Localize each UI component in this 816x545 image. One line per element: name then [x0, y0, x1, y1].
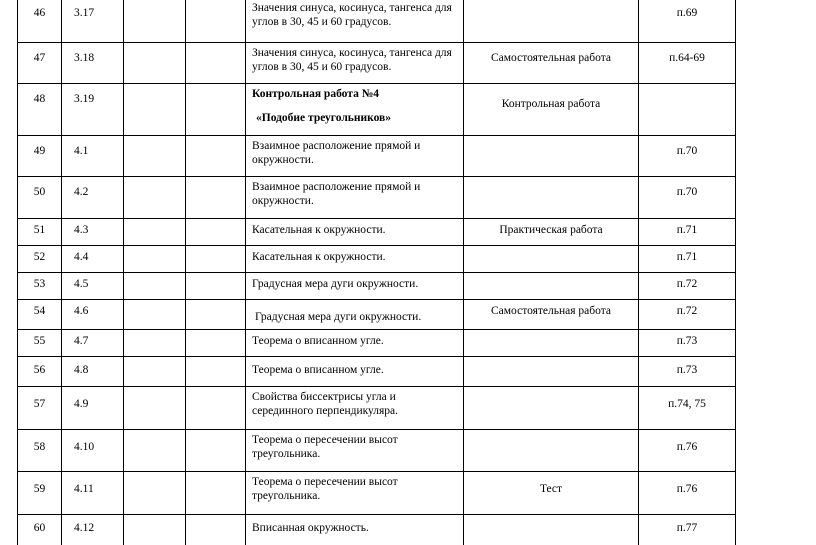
empty-cell — [124, 84, 186, 136]
empty-cell — [124, 330, 186, 357]
lesson-number-cell — [18, 0, 62, 43]
textbook-reference: п.70 — [676, 186, 698, 198]
lesson-number-cell — [18, 300, 62, 330]
textbook-reference-cell — [639, 430, 736, 472]
textbook-reference-cell — [639, 84, 736, 136]
lesson-topic: Градусная мера дуги окружности. — [252, 278, 419, 290]
work-type — [464, 0, 638, 6]
empty-cell — [186, 357, 246, 387]
section-code: 3.19 — [74, 93, 95, 105]
empty-cell — [186, 330, 246, 357]
lesson-number-cell — [18, 357, 62, 387]
textbook-reference: п.64-69 — [669, 52, 705, 64]
textbook-reference: п.73 — [676, 364, 698, 376]
textbook-reference: п.76 — [676, 483, 698, 495]
work-type — [464, 246, 638, 250]
table-row — [18, 273, 736, 300]
work-type-cell — [464, 177, 639, 219]
lesson-topic-cell — [246, 300, 464, 330]
empty-cell — [124, 0, 186, 43]
textbook-reference-cell — [639, 300, 736, 330]
lesson-number: 46 — [33, 7, 46, 19]
work-type-cell — [464, 515, 639, 545]
textbook-reference-cell — [639, 219, 736, 246]
lesson-topic: Касательная к окружности. — [252, 251, 386, 263]
lesson-number-cell — [18, 136, 62, 177]
section-code-cell — [62, 472, 124, 515]
section-code: 4.2 — [74, 186, 89, 198]
lesson-topic: Значения синуса, косинуса, тангенса для углов в 30, 45 и 60 градусов. — [252, 47, 452, 73]
textbook-reference: п.69 — [676, 7, 698, 19]
textbook-reference-cell — [639, 246, 736, 273]
section-code: 4.1 — [74, 145, 89, 157]
lesson-number-cell — [18, 273, 62, 300]
empty-cell — [186, 177, 246, 219]
table-row — [18, 472, 736, 515]
empty-cell — [186, 84, 246, 136]
section-code: 4.8 — [74, 364, 89, 376]
lesson-number: 50 — [33, 186, 46, 198]
empty-cell — [124, 246, 186, 273]
section-code: 4.7 — [74, 335, 89, 347]
section-code: 4.9 — [74, 398, 89, 410]
lesson-number: 55 — [33, 335, 46, 347]
empty-cell — [186, 430, 246, 472]
lesson-topic: Свойства биссектрисы угла и серединного перпендикуляра. — [252, 391, 399, 417]
lesson-topic: Вписанная окружность. — [252, 522, 369, 534]
textbook-reference: п.72 — [676, 278, 698, 290]
empty-cell — [186, 136, 246, 177]
empty-cell — [186, 219, 246, 246]
textbook-reference-cell — [639, 330, 736, 357]
section-code-cell — [62, 219, 124, 246]
lesson-topic-cell — [246, 43, 464, 84]
lesson-number: 48 — [33, 93, 46, 105]
lesson-topic-cell — [246, 0, 464, 43]
lesson-topic: Взаимное расположение прямой и окружности. — [252, 140, 421, 166]
lesson-topic-cell — [246, 430, 464, 472]
lesson-topic: Теорема о вписанном угле. — [252, 335, 384, 347]
empty-cell — [124, 177, 186, 219]
section-code-cell — [62, 330, 124, 357]
lesson-number: 47 — [33, 52, 46, 64]
work-type — [464, 515, 638, 521]
work-type — [464, 136, 638, 144]
textbook-reference: п.74, 75 — [668, 398, 706, 410]
lesson-number: 60 — [33, 522, 46, 534]
test-subtitle: «Подобие треугольников» — [256, 112, 392, 124]
empty-cell — [124, 357, 186, 387]
section-code: 4.10 — [74, 441, 95, 453]
textbook-reference-cell — [639, 515, 736, 545]
empty-cell — [186, 0, 246, 43]
section-code-cell — [62, 430, 124, 472]
textbook-reference: п.70 — [676, 145, 698, 157]
lesson-number-cell — [18, 330, 62, 357]
work-type-cell — [464, 84, 639, 136]
textbook-reference-cell — [639, 472, 736, 515]
work-type-cell — [464, 357, 639, 387]
lesson-topic-cell — [246, 515, 464, 545]
table-row — [18, 246, 736, 273]
work-type-cell — [464, 300, 639, 330]
lesson-number-cell — [18, 472, 62, 515]
work-type-cell — [464, 273, 639, 300]
lesson-number-cell — [18, 43, 62, 84]
lesson-topic: Теорема о вписанном угле. — [252, 364, 384, 376]
work-type-cell — [464, 0, 639, 43]
empty-cell — [186, 387, 246, 430]
section-code: 4.4 — [74, 251, 89, 263]
lesson-topic-cell — [246, 84, 464, 136]
lesson-topic: Касательная к окружности. — [252, 224, 386, 236]
table-row — [18, 43, 736, 84]
textbook-reference: п.76 — [676, 441, 698, 453]
lesson-number: 51 — [33, 224, 46, 236]
textbook-reference: п.77 — [676, 522, 698, 534]
textbook-reference-cell — [639, 43, 736, 84]
work-type-cell — [464, 387, 639, 430]
table-row — [18, 177, 736, 219]
empty-cell — [124, 273, 186, 300]
table-row — [18, 515, 736, 545]
table-row — [18, 357, 736, 387]
empty-cell — [186, 515, 246, 545]
lesson-topic-cell — [246, 219, 464, 246]
lesson-topic: Взаимное расположение прямой и окружности. — [252, 181, 421, 207]
work-type — [464, 387, 638, 397]
work-type — [464, 177, 638, 185]
table-row — [18, 387, 736, 430]
section-code: 4.6 — [74, 305, 89, 317]
section-code-cell — [62, 515, 124, 545]
work-type: Практическая работа — [499, 224, 603, 236]
section-code: 4.5 — [74, 278, 89, 290]
test-title: Контрольная работа №4 — [252, 88, 379, 100]
lesson-topic: Теорема о пересечении высот треугольника. — [252, 434, 398, 460]
work-type: Самостоятельная работа — [491, 305, 611, 317]
lesson-topic: Теорема о пересечении высот треугольника. — [252, 476, 398, 502]
lesson-topic-cell — [246, 136, 464, 177]
lesson-number-cell — [18, 219, 62, 246]
textbook-reference-cell — [639, 136, 736, 177]
lesson-number: 57 — [33, 398, 46, 410]
table-row — [18, 219, 736, 246]
work-type-cell — [464, 430, 639, 472]
section-code: 3.18 — [74, 52, 95, 64]
section-code-cell — [62, 136, 124, 177]
work-type-cell — [464, 219, 639, 246]
work-type — [464, 330, 638, 334]
empty-cell — [186, 273, 246, 300]
textbook-reference: п.71 — [676, 251, 698, 263]
lesson-number: 54 — [33, 305, 46, 317]
textbook-reference-cell — [639, 273, 736, 300]
textbook-reference-cell — [639, 177, 736, 219]
lesson-topic-cell — [246, 357, 464, 387]
section-code-cell — [62, 177, 124, 219]
empty-cell — [124, 136, 186, 177]
empty-cell — [124, 472, 186, 515]
work-type: Тест — [539, 483, 563, 495]
lesson-topic-cell — [246, 387, 464, 430]
empty-cell — [186, 300, 246, 330]
textbook-reference: п.71 — [676, 224, 698, 236]
textbook-reference-cell — [639, 0, 736, 43]
section-code-cell — [62, 84, 124, 136]
work-type-cell — [464, 43, 639, 84]
lesson-number: 49 — [33, 145, 46, 157]
lesson-topic-cell — [246, 472, 464, 515]
work-type-cell — [464, 472, 639, 515]
lesson-number-cell — [18, 246, 62, 273]
textbook-reference: п.73 — [676, 335, 698, 347]
work-type-cell — [464, 136, 639, 177]
lesson-number: 58 — [33, 441, 46, 453]
section-code-cell — [62, 300, 124, 330]
section-code: 4.11 — [74, 483, 94, 495]
lesson-topic-cell — [246, 246, 464, 273]
textbook-reference: п.72 — [676, 305, 698, 317]
work-type — [464, 273, 638, 277]
empty-cell — [186, 246, 246, 273]
textbook-reference — [639, 84, 735, 92]
table-row — [18, 430, 736, 472]
lesson-topic: Градусная мера дуги окружности. — [255, 311, 422, 323]
empty-cell — [124, 387, 186, 430]
lesson-number: 59 — [33, 483, 46, 495]
section-code: 4.12 — [74, 522, 95, 534]
section-code-cell — [62, 273, 124, 300]
work-type-cell — [464, 330, 639, 357]
work-type: Контрольная работа — [501, 98, 601, 110]
table-row — [18, 136, 736, 177]
section-code-cell — [62, 387, 124, 430]
empty-cell — [186, 43, 246, 84]
textbook-reference-cell — [639, 387, 736, 430]
lesson-number: 56 — [33, 364, 46, 376]
empty-cell — [124, 219, 186, 246]
lesson-number-cell — [18, 430, 62, 472]
table-row — [18, 330, 736, 357]
lesson-number: 52 — [33, 251, 46, 263]
section-code: 4.3 — [74, 224, 89, 236]
work-type — [464, 357, 638, 363]
lesson-number-cell — [18, 515, 62, 545]
section-code-cell — [62, 246, 124, 273]
empty-cell — [186, 472, 246, 515]
work-type: Самостоятельная работа — [491, 52, 611, 64]
lesson-topic: Значения синуса, косинуса, тангенса для углов в 30, 45 и 60 градусов. — [252, 2, 452, 28]
lesson-number-cell — [18, 177, 62, 219]
lesson-topic-cell — [246, 330, 464, 357]
lesson-plan-table — [17, 0, 736, 545]
lesson-number-cell — [18, 84, 62, 136]
work-type-cell — [464, 246, 639, 273]
table-row — [18, 300, 736, 330]
empty-cell — [124, 300, 186, 330]
textbook-reference-cell — [639, 357, 736, 387]
empty-cell — [124, 43, 186, 84]
empty-cell — [124, 515, 186, 545]
lesson-topic-cell — [246, 273, 464, 300]
section-code-cell — [62, 43, 124, 84]
lesson-number: 53 — [33, 278, 46, 290]
section-code-cell — [62, 0, 124, 43]
section-code: 3.17 — [74, 7, 95, 19]
table-row — [18, 0, 736, 43]
lesson-topic-cell — [246, 177, 464, 219]
section-code-cell — [62, 357, 124, 387]
lesson-number-cell — [18, 387, 62, 430]
work-type — [464, 430, 638, 440]
empty-cell — [124, 430, 186, 472]
table-row — [18, 84, 736, 136]
